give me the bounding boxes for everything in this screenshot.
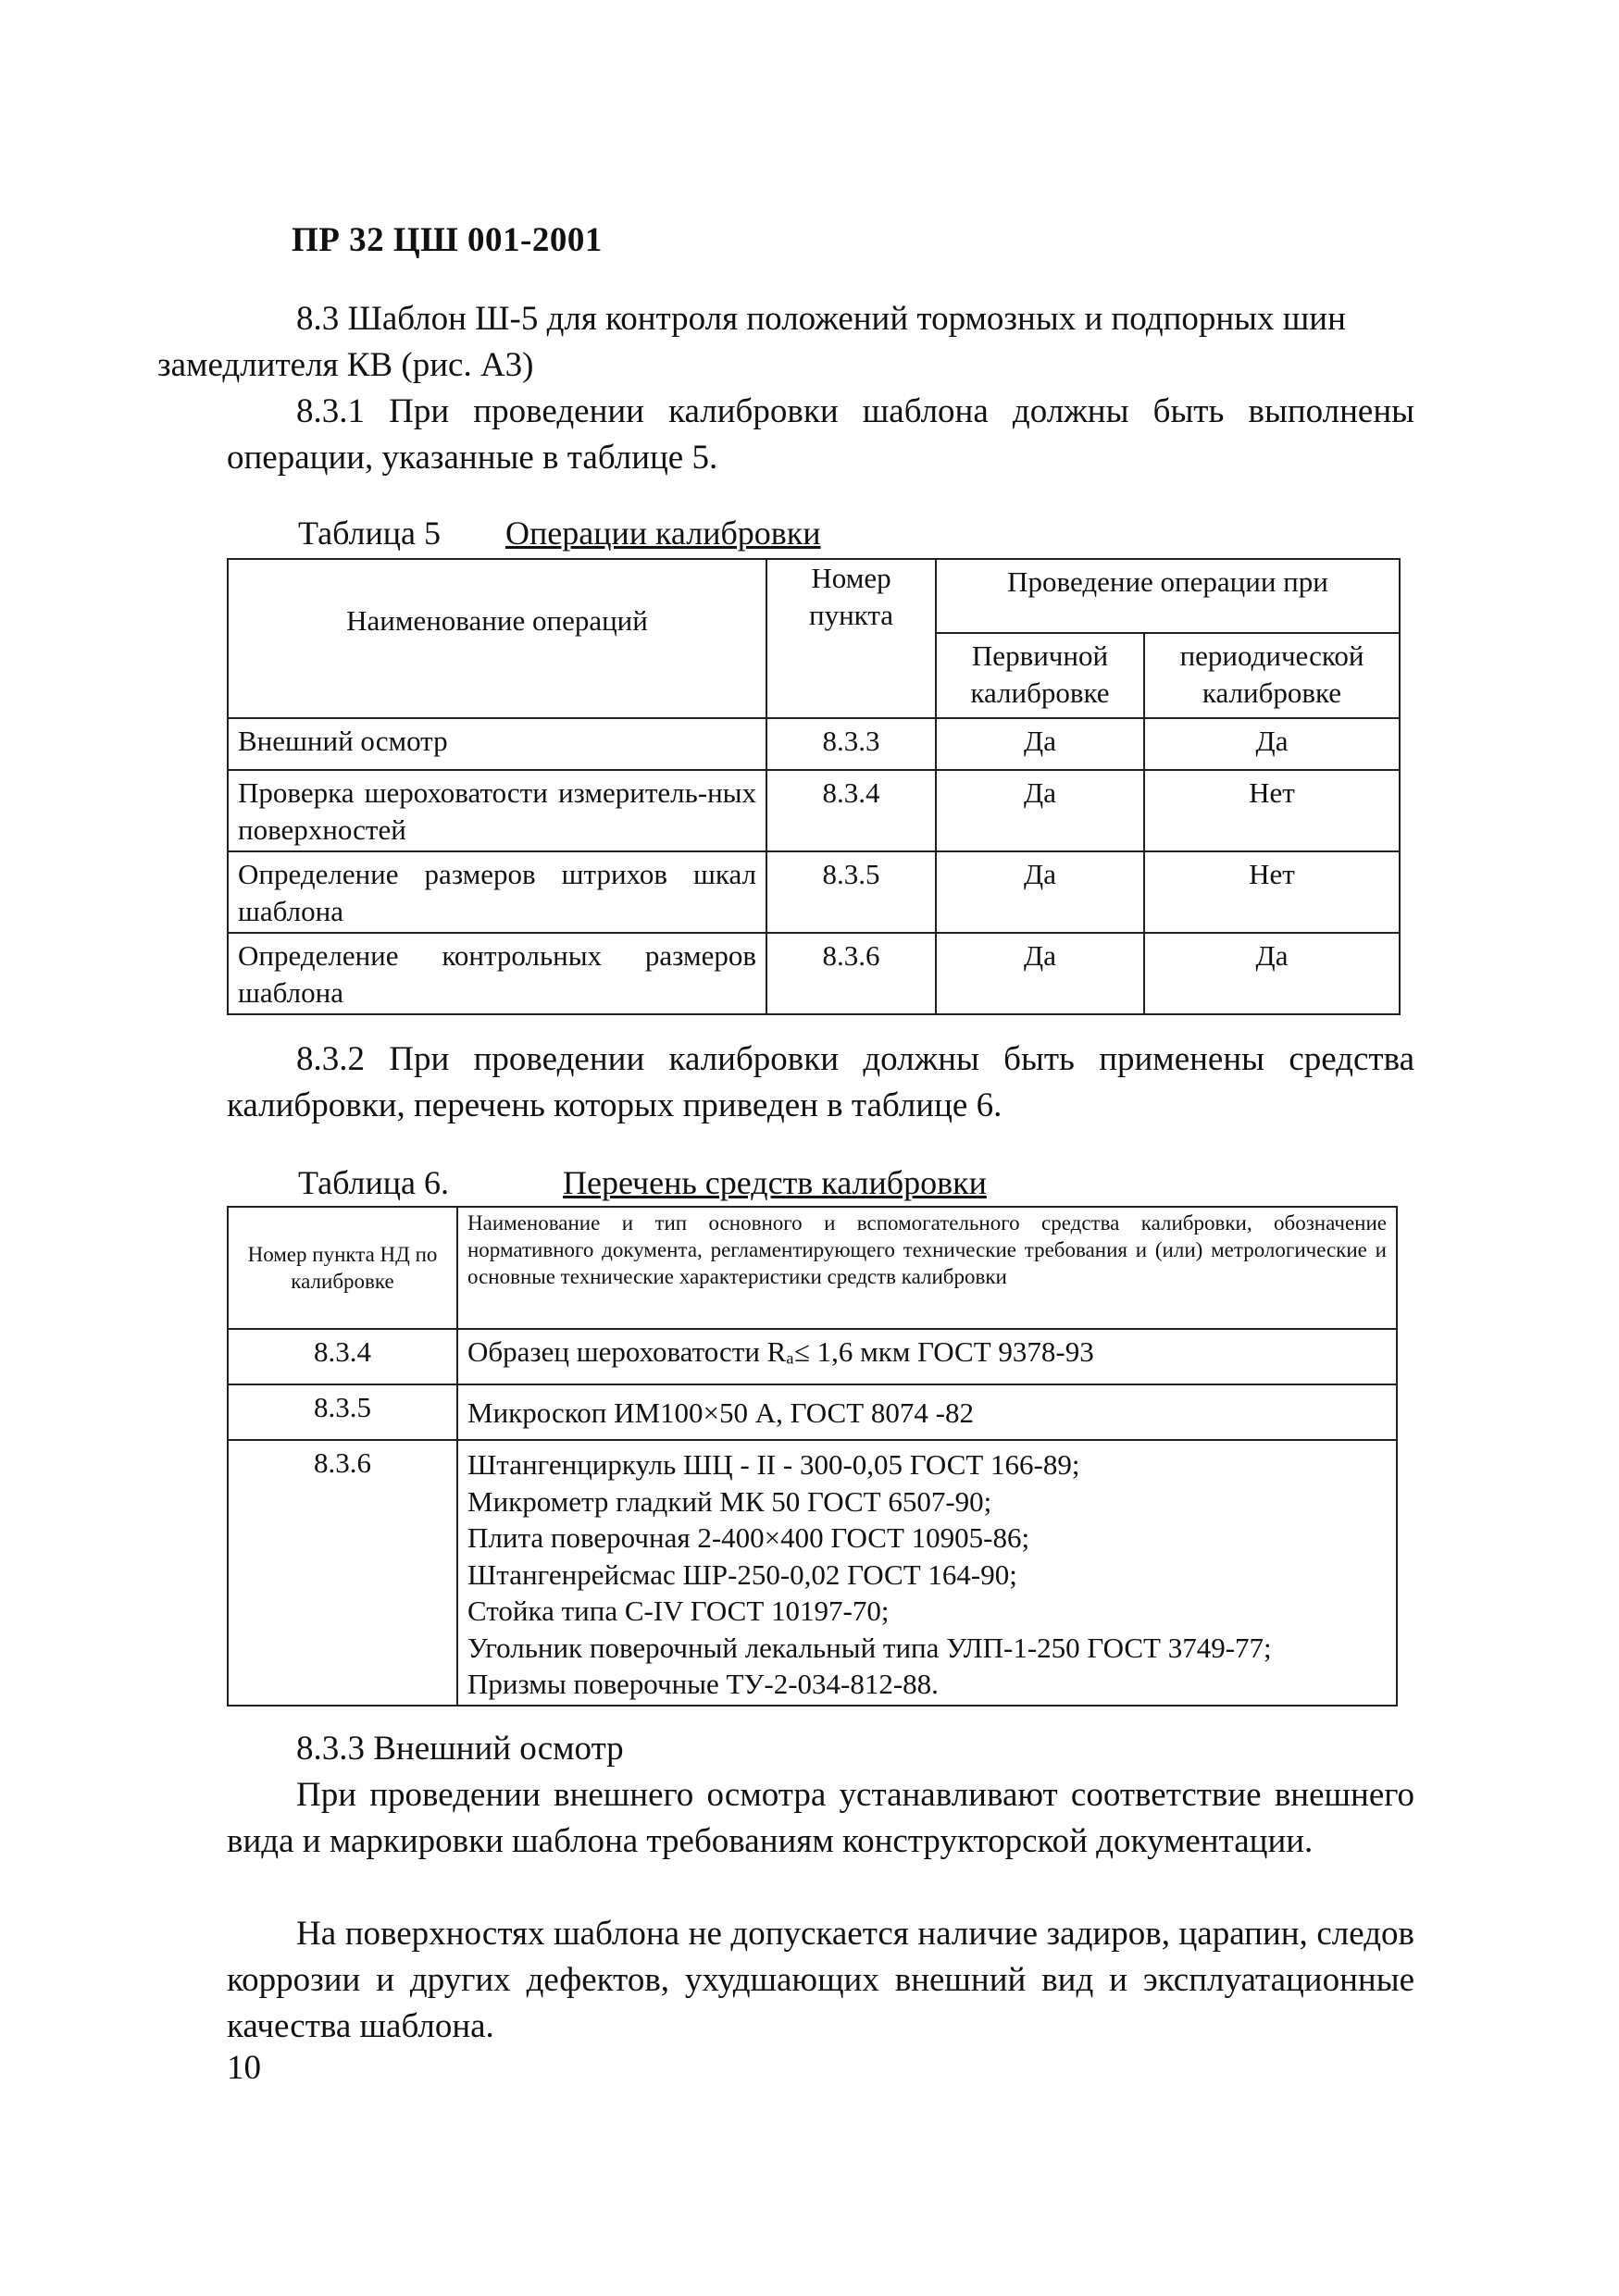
table5-row1-periodic: Да <box>1144 718 1400 770</box>
table5-header-name: Наименование операций <box>228 559 766 718</box>
table5-row4-primary: Да <box>936 933 1144 1014</box>
table6-label: Таблица 6. <box>298 1164 449 1201</box>
table-row <box>228 1329 1397 1384</box>
section-8-3-3-para2: На поверхностях шаблона не допускается наличие задиров, царапин, следов коррозии и других дефектов, ухудшающих внешний вид и эксплуатационные качества шаблона. <box>227 1915 1414 2045</box>
table6-row2-number: 8.3.5 <box>228 1384 457 1440</box>
list-item: Стойка типа С-IV ГОСТ 10197-70; <box>467 1595 890 1627</box>
page-number: 10 <box>227 2049 261 2087</box>
table6-row3-items <box>457 1440 1397 1706</box>
table5-header-group: Проведение операции при <box>936 559 1400 633</box>
section-8-3-paragraph <box>157 296 1414 389</box>
table5-title: Операции калибровки <box>504 515 821 552</box>
list-item: Плита поверочная 2-400×400 ГОСТ 10905-86; <box>467 1521 1030 1554</box>
table6-header-description: Наименование и тип основного и вспомогательного средства калибровки, обозначение нормативного документа, регламентирующего технические требования и (или) метрологические и основные технические характеристики средств калибровки <box>457 1207 1397 1329</box>
table6-row2-item: Микроскоп ИМ100×50 А, ГОСТ 8074 -82 <box>457 1384 1397 1440</box>
table5-row4-number: 8.3.6 <box>766 933 936 1014</box>
list-item: Угольник поверочный лекальный типа УЛП-1-250 ГОСТ 3749-77; <box>467 1631 1272 1664</box>
table6-header-number: Номер пункта НД по калибровке <box>228 1207 457 1329</box>
list-item: Штангенрейсмас ШР-250-0,02 ГОСТ 164-90; <box>467 1558 1017 1591</box>
section-8-3-3-para1: При проведении внешнего осмотра устанавливают соответствие внешнего вида и маркировки шаблона требованиям конструкторской документации. <box>227 1776 1414 1860</box>
table5-row2-name: Проверка шероховатости измеритель-ных поверхностей <box>228 770 766 851</box>
table-row <box>228 770 1400 851</box>
table5-row2-periodic: Нет <box>1144 770 1400 851</box>
table5-row3-number: 8.3.5 <box>766 851 936 933</box>
table5-row1-name: Внешний осмотр <box>228 718 766 770</box>
list-item: Микрометр гладкий МК 50 ГОСТ 6507-90; <box>467 1484 992 1518</box>
table5 <box>227 558 1401 1015</box>
table-row <box>228 718 1400 770</box>
table5-row1-number: 8.3.3 <box>766 718 936 770</box>
table-row <box>228 933 1400 1014</box>
table5-header-primary: Первичной калибровке <box>936 633 1144 718</box>
section-8-3-3-title: 8.3.3 Внешний осмотр <box>296 1730 624 1768</box>
table5-row4-periodic: Да <box>1144 933 1400 1014</box>
table6-row1-number: 8.3.4 <box>228 1329 457 1384</box>
list-item: Штангенциркуль ШЦ - II - 300-0,05 ГОСТ 166-89; <box>467 1448 1080 1481</box>
table6-title: Перечень средств калибровки <box>562 1164 987 1201</box>
table5-row2-primary: Да <box>936 770 1144 851</box>
table5-row3-periodic: Нет <box>1144 851 1400 933</box>
table5-row4-name: Определение контрольных размеров шаблона <box>228 933 766 1014</box>
table-row <box>228 851 1400 933</box>
table6-row1-item: Образец шероховатости Rₐ≤ 1,6 мкм ГОСТ 9378-93 <box>457 1329 1397 1384</box>
table6 <box>227 1206 1398 1706</box>
table5-caption <box>298 514 821 552</box>
table5-header-periodic: периодической калибровке <box>1144 633 1400 718</box>
list-item: Призмы поверочные ТУ-2-034-812-88. <box>467 1668 939 1700</box>
document-header: ПР 32 ЦШ 001-2001 <box>292 221 603 259</box>
section-8-3-line1: 8.3 Шаблон Ш-5 для контроля положений тормозных и подпорных шин <box>296 300 1346 338</box>
table5-row1-primary: Да <box>936 718 1144 770</box>
section-8-3-2-paragraph: 8.3.2 При проведении калибровки должны быть применены средства калибровки, перечень которых приведен в таблице 6. <box>227 1040 1414 1124</box>
table-row <box>228 1440 1397 1706</box>
table6-row3-number: 8.3.6 <box>228 1440 457 1706</box>
table5-row2-number: 8.3.4 <box>766 770 936 851</box>
table5-row3-name: Определение размеров штрихов шкал шаблона <box>228 851 766 933</box>
table5-header-number: Номер пункта <box>766 559 936 718</box>
section-8-3-1-paragraph: 8.3.1 При проведении калибровки шаблона должны быть выполнены операции, указанные в таблице 5. <box>227 392 1414 477</box>
table5-row3-primary: Да <box>936 851 1144 933</box>
table-row <box>228 1384 1397 1440</box>
table6-caption <box>298 1163 987 1202</box>
section-8-3-line2: замедлителя КВ (рис. А3) <box>157 346 534 384</box>
table5-label: Таблица 5 <box>298 515 441 552</box>
